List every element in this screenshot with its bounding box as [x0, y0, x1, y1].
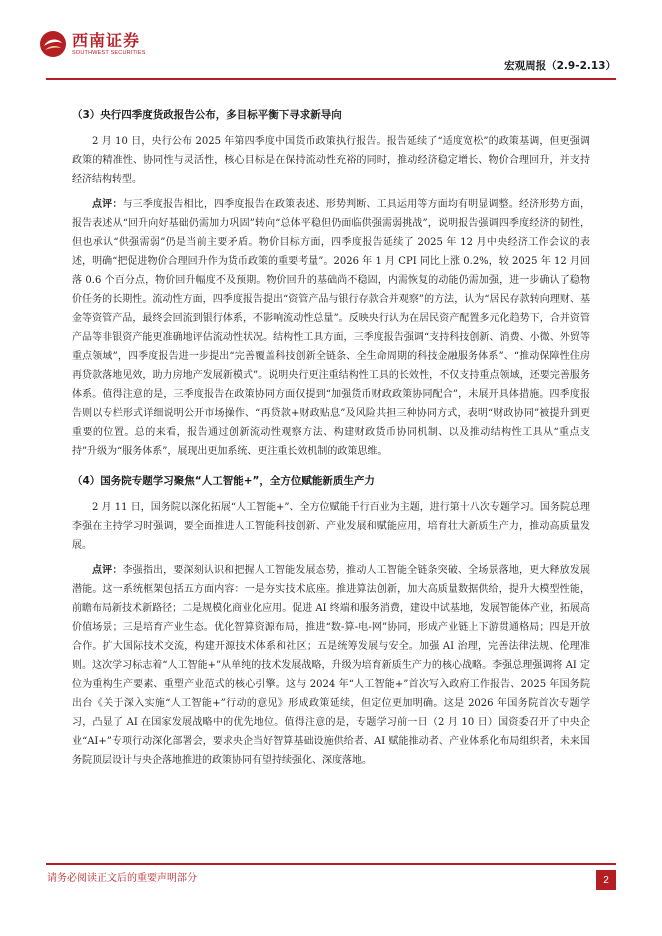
disclaimer-notice: 请务必阅读正文后的重要声明部分	[47, 873, 197, 884]
paragraph-text: 2 月 11 日，国务院以深化拓展“人工智能+”、全方位赋能千行百业为主题，进行第十八次专题学习。国务院总理李强在主持学习时强调，要全面推进人工智能科技创新、产业发展和赋能应用，培育壮大新质生产力，推动高质量发展。	[72, 502, 590, 551]
logo-text	[72, 31, 146, 57]
section-heading: （3）央行四季度货政报告公布，多目标平衡下寻求新导向	[72, 109, 342, 121]
paragraph	[72, 561, 590, 770]
header-divider	[46, 78, 616, 80]
section-heading: （4）国务院专题学习聚焦“人工智能+”，全方位赋能新质生产力	[72, 475, 375, 487]
paragraph	[72, 195, 590, 461]
paragraph-lead: 点评：	[92, 199, 123, 210]
paragraph-text: 李强指出，要深刻认识和把握人工智能发展态势，推动人工智能全链条突破、全场景落地，更大释放发展潜能。这一系统框架包括五方面内容：一是夯实技术底座。推进算法创新，加大高质量数据供给，提升大模型性能，前瞻布局新技术新路径；二是规模化商业化应用。促进 AI 终端和服务消费，建设中试基地，发展智能体产业，拓展高价值场景；三是培育产业生态。优化智算资源布局，推进“数-算-电-网”协同，形成产业链上下游贯通格局；四是开放合作。扩大国际技术交流，构建开源技术体系和社区；五是统筹发展与安全。加强 AI 治理，完善法律法规、伦理准则。这次学习标志着“人工智能+”从单纯的技术发展战略，升级为培育新质生产力的核心战略。李强总理强调将 AI 定位为重构生产要素、重塑产业范式的核心引擎。这与 2024 年“人工智能+”首次写入政府工作报告、2025 年国务院出台《关于深入实施“人工智能+”行动的意见》形成政策延续，但定位更加明确。这是 2026 年国务院首次专题学习，凸显了 AI 在国家发展战略中的优先地位。值得注意的是，专题学习前一日（2 月 10 日）国资委召开了中央企业“AI+”专项行动深化部署会，要求央企当好智算基础设施供给者、AI 赋能推动者、产业体系化布局组织者，未来国务院顶层设计与央企落地推进的政策协同有望持续强化、深度落地。	[72, 565, 590, 766]
page-header	[0, 0, 662, 78]
paragraph	[72, 132, 590, 189]
page-number: 2	[596, 870, 616, 890]
company-logo	[38, 28, 146, 60]
paragraph-text: 2 月 10 日，央行公布 2025 年第四季度中国货币政策执行报告。报告延续了“适度宽松”的政策基调，但更强调政策的精准性、协同性与灵活性，核心目标是在保持流动性充裕的同时，推动经济稳定增长、物价合理回升，并支持经济结构转型。	[72, 136, 590, 185]
main-content	[72, 90, 590, 776]
logo-english-name: SOUTHWEST SECURITIES	[72, 50, 146, 56]
logo-chinese-name: 西南证券	[72, 31, 141, 50]
footer-divider	[46, 863, 616, 865]
report-title: 宏观周报（2.9-2.13）	[504, 60, 616, 72]
logo-emblem-icon	[38, 29, 68, 59]
paragraph	[72, 498, 590, 555]
paragraph-text: 与三季度报告相比，四季度报告在政策表述、形势判断、工具运用等方面均有明显调整。经济形势方面，报告表述从“回升向好基础仍需加力巩固”转向“总体平稳但仍面临供强需弱挑战”，说明报告强调四季度经济的韧性，但也承认“供强需弱”仍是当前主要矛盾。物价目标方面，四季度报告延续了 2025 年 12 月中央经济工作会议的表述，明确“把促进物价合理回升作为货币政策的重要考量”。2026 年 1 月 CPI 同比上涨 0.2%，较 2025 年 12 月回落 0.6 个百分点，物价回升幅度不及预期。物价回升的基础尚不稳固，内需恢复的动能仍需加强，进一步确认了稳物价任务的长期性。流动性方面，四季度报告提出“资管产品与银行存款合并观察”的方法，认为“居民存款转向理财、基金等资管产品，最终会回流到银行体系，不影响流动性总量”。反映央行认为在居民资产配置多元化趋势下，合并资管产品等非银资产能更准确地评估流动性状况。结构性工具方面，三季度报告强调“支持科技创新、消费、小微、外贸等重点领域”，四季度报告进一步提出“完善覆盖科技创新全链条、全生命周期的科技金融服务体系”、“推动保障性住房再贷款落地见效，助力房地产发展新模式”。说明央行更注重结构性工具的长效性，不仅支持重点领域，还要完善服务体系。值得注意的是，三季度报告在政策协同方面仅提到“加强货币财政政策协同配合”，未展开具体措施。四季度报告则以专栏形式详细说明公开市场操作、“再贷款+财政贴息”及风险共担三种协同方式，表明“财政协同”被提升到更重要的位置。总的来看，报告通过创新流动性观察方法、构建财政货币协同机制、以及推动结构性工具从“重点支持”升级为“服务体系”，展现出更加系统、更注重长效机制的政策思维。	[72, 199, 590, 457]
paragraph-lead: 点评：	[92, 565, 123, 576]
